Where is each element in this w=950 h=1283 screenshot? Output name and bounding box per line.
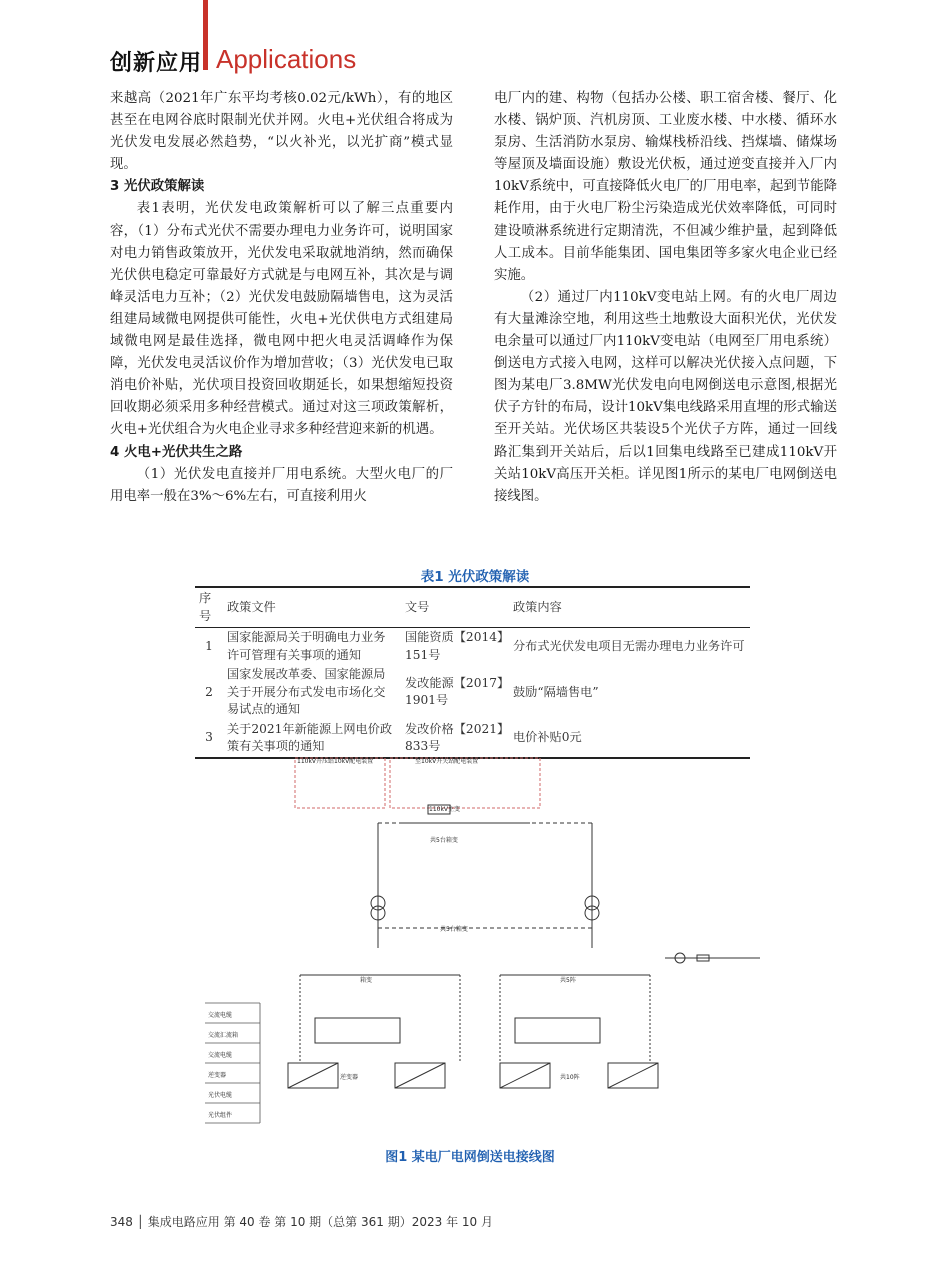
legend-item: 光伏组件	[208, 1112, 233, 1119]
cell-no: 2	[205, 684, 213, 699]
paragraph-intro: 来越高（2021年广东平均考核0.02元/kWh），有的地区甚至在电网谷底时限制光伏并网。火电+光伏组合将成为光伏发电发展必然趋势，“以火补光，以光扩商”模式显现。	[110, 91, 453, 173]
cell-content: 分布式光伏发电项目无需办理电力业务许可	[513, 638, 745, 653]
diagram-label: 共10阵	[560, 1074, 580, 1081]
wiring-diagram	[200, 753, 775, 1143]
table-row	[195, 628, 750, 666]
th-ref: 文号	[401, 587, 509, 628]
cell-content: 鼓励“隔墙售电”	[513, 684, 599, 699]
table-header-row	[195, 587, 750, 628]
paragraph-path-1: （1）光伏发电直接并厂用电系统。大型火电厂的厂用电率一般在3%～6%左右，可直接利用火	[110, 466, 453, 504]
cell-doc: 关于2021年新能源上网电价政策有关事项的通知	[223, 720, 401, 758]
substation-box-right	[390, 758, 540, 808]
cell-ref: 发改价格【2021】833号	[401, 720, 509, 758]
header-accent-bar	[203, 0, 208, 70]
diagram-label: 共5阵	[560, 977, 576, 984]
cell-content: 电价补贴0元	[509, 720, 750, 758]
section-title-en: Applications	[216, 44, 357, 74]
diagram-label: 共5台箱变	[440, 926, 468, 933]
substation-box-left	[295, 758, 385, 808]
th-no: 序号	[195, 587, 223, 628]
diagram-label: 至10kV开关站配电装置	[415, 758, 479, 765]
cell-no: 1	[205, 638, 213, 653]
heading-policy: 3 光伏政策解读	[110, 179, 205, 195]
diagram-label: 箱变	[360, 977, 373, 984]
th-doc: 政策文件	[223, 587, 401, 628]
figure-caption: 图1 某电厂电网倒送电接线图	[385, 1150, 555, 1165]
paragraph-continued: 电厂内的建、构物（包括办公楼、职工宿舍楼、餐厅、化水楼、锅炉顶、汽机房顶、工业废水楼、中水楼、循环水泵房、生活消防水泵房、输煤栈桥沿线、挡煤墙、储煤场等屋顶及墙面设施）敷设光伏板，通过逆变直接并入厂内10kV系统中，可直接降低火电厂的厂用电率，起到节能降耗作用，由于火电厂粉尘污染造成光伏效率降低，可同时建设喷淋系统进行定期清洗，不但减少维护量，起到降低人工成本。目前华能集团、国电集团等多家火电企业已经实施。	[494, 91, 837, 283]
table-row	[195, 720, 750, 758]
th-content: 政策内容	[509, 587, 750, 628]
heading-path: 4 火电+光伏共生之路	[110, 444, 243, 460]
table-row	[195, 665, 750, 720]
page-footer: 348 │ 集成电路应用 第 40 卷 第 10 期（总第 361 期）2023 年 10 月	[110, 1215, 493, 1229]
diagram-label: 共5台箱变	[430, 837, 458, 844]
policy-table	[195, 586, 750, 759]
legend-item: 交流电缆	[208, 1012, 233, 1019]
cell-doc: 国家发展改革委、国家能源局关于开展分布式发电市场化交易试点的通知	[227, 667, 386, 716]
right-column	[494, 88, 837, 508]
section-title-cn: 创新应用	[110, 51, 203, 76]
combiner-box-left	[315, 1018, 400, 1043]
cell-ref: 国能资质【2014】151号	[405, 630, 504, 662]
legend-item: 逆变器	[208, 1072, 227, 1079]
paragraph-path-2: （2）通过厂内110kV变电站上网。有的火电厂周边有大量滩涂空地，利用这些土地敷设大面积光伏，光伏发电余量可以通过厂内110kV变电站（电网至厂用电系统）倒送电方式接入电网，这样可以解决光伏接入点问题，下图为某电厂3.8MW光伏发电向电网倒送电示意图,根据光伏子方针的布局，设计10kV集电线路采用直埋的形式输送至开关站。光伏场区共装设5个光伏子方阵，通过一回线路汇集到开关站后，后以1回集电线路至已建成110kV开关站10kV高压开关柜。详见图1所示的某电厂电网倒送电接线图。	[494, 289, 837, 504]
diagram-label: 逆变器	[340, 1074, 359, 1081]
legend-item: 光伏电缆	[208, 1092, 233, 1099]
left-column	[110, 88, 453, 508]
legend-item: 交流电缆	[208, 1052, 233, 1059]
diagram-label: 110kV升压站10kV配电装置	[297, 758, 374, 765]
cell-doc: 国家能源局关于明确电力业务许可管理有关事项的通知	[227, 630, 386, 662]
table-title: 表1 光伏政策解读	[420, 569, 530, 585]
paragraph-policy: 表1表明，光伏发电政策解析可以了解三点重要内容，（1）分布式光伏不需要办理电力业务许可，说明国家对电力销售政策放开，光伏发电采取就地消纳，然而确保光伏供电稳定可靠最好方式就是与电网互补，其次是与调峰灵活电力互补；（2）光伏发电鼓励隔墙售电，这为灵活组建局域微电网提供可能性，火电+光伏供电方式组建局域微电网是最佳选择，微电网中把火电灵活调峰作为保障，光伏发电灵活议价作为增加营收；（3）光伏发电已取消电价补贴，光伏项目投资回收期延长，如果想缩短投资回收期必须采用多种经营模式。通过对这三项政策解析，火电+光伏组合为火电企业寻求多种经营迎来新的机遇。	[110, 201, 453, 438]
cell-no: 3	[195, 720, 223, 758]
combiner-box-right	[515, 1018, 600, 1043]
cell-ref: 发改能源【2017】1901号	[405, 675, 504, 708]
legend-item: 交流汇流箱	[208, 1032, 239, 1039]
diagram-label: 110kV主变	[429, 806, 461, 813]
